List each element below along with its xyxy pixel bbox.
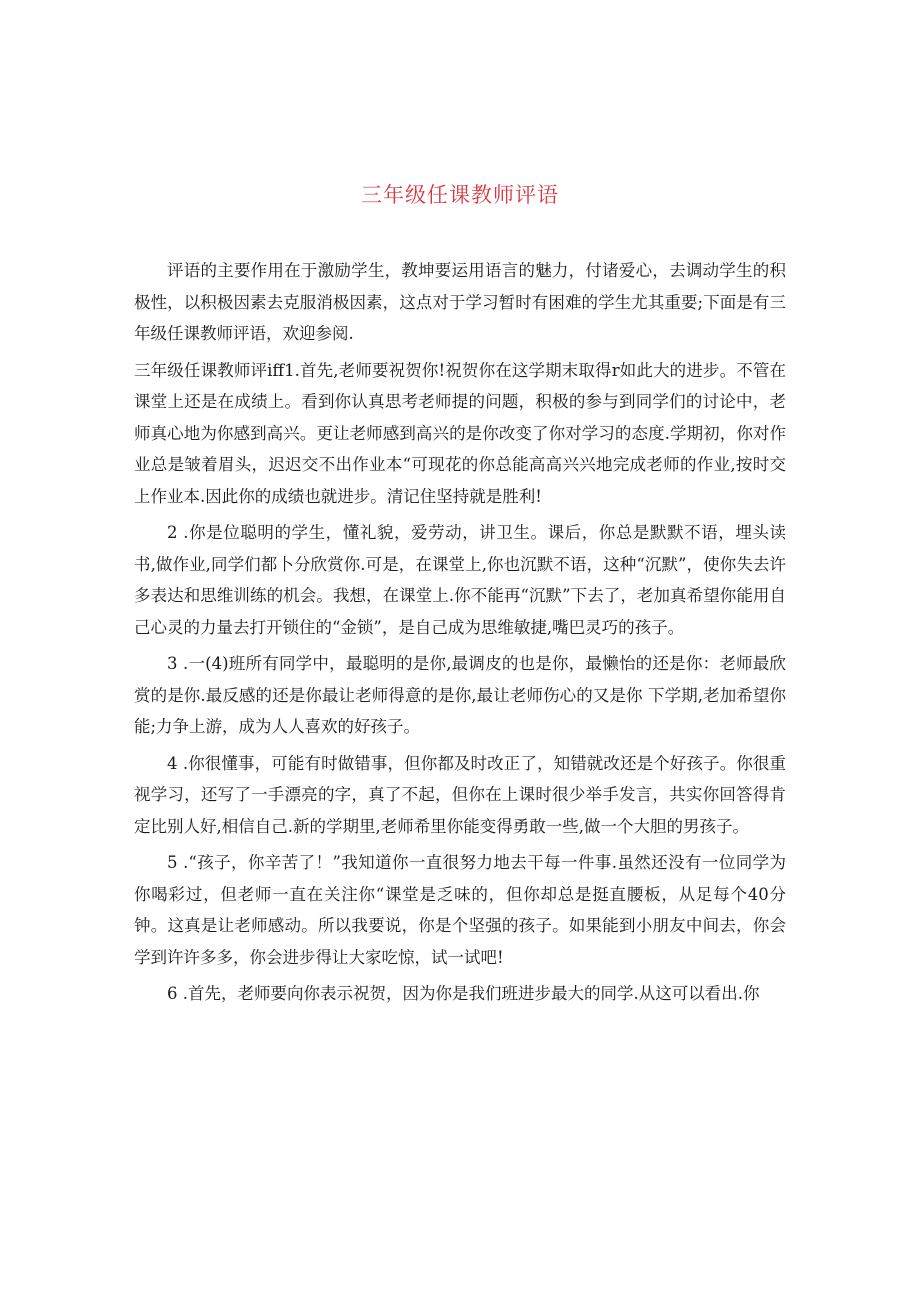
comment-paragraph-1: 三年级任课教师评iff1.首先,老师要祝贺你!祝贺你在这学期末取得r如此大的进步。不管在课堂上还是在成绩上。看到你认真思考老师提的问题，积极的参与到同学们的讨论中，老师真心地为你感到高兴。更让老师感到高兴的是你改变了你对学习的态度.学期初，你对作业总是皱着眉头，迟迟交不出作业本“可现花的你总能高高兴兴地完成老师的作业,按时交上作业本.因此你的成绩也就进步。清记住坚持就是胜利!	[134, 360, 786, 506]
comment-paragraph-4: 4 .你很懂事，可能有时做错事，但你都及时改正了，知错就改还是个好孩子。你很重视学习，还写了一手漂亮的字，真了不起，但你在上课时很少举手发言，共实你回答得肯定比别人好,相信自己.新的学期里,老师希里你能变得勇敢一些,做一个大胆的男孩子。	[134, 753, 786, 836]
document-title: 三年级任课教师评语	[361, 183, 559, 207]
comment-paragraph-2: 2 .你是位聪明的学生，懂礼貌，爱劳动，讲卫生。课后，你总是默默不语，埋头读书,做作业,同学们都卜分欣赏你.可是，在课堂上,你也沉默不语，这种“沉默”，使你失去许多表达和思维训练的机会。我想，在课堂上.你不能再“沉默”下去了，老加真希望你能用自己心灵的力量去打开锁住的“金锁”，是自己成为思维敏捷,嘴巴灵巧的孩子。	[134, 523, 786, 637]
comment-paragraph-6: 6 .首先，老师要向你表示祝贺，因为你是我们班进步最大的同学.从这可以看出.你	[167, 984, 760, 1003]
intro-paragraph: 评语的主要作用在于激励学生，教坤要运用语言的魅力，付诸爱心，去调动学生的积极性，以积极因素去克服消极因素，这点对于学习暂时有困难的学生尤其重要;下面是有三年级任课教师评语，欢迎参阅.	[134, 261, 786, 343]
comment-paragraph-5: 5 .“孩子，你辛苦了！”我知道你一直很努力地去干每一件事.虽然还没有一位同学为你喝彩过，但老师一直在关注你“课堂是乏味的，但你却总是挺直腰板，从足每个40分钟。这真是让老师感动。所以我要说，你是个坚强的孩子。如果能到小朋友中间去，你会学到许许多多，你会进步得让大家吃惊，试一试吧!	[134, 853, 786, 967]
comment-paragraph-3: 3 .一(4)班所有同学中，最聪明的是你,最调皮的也是你，最懒怡的还是你：老师最欣赏的是你.最反感的还是你最让老师得意的是你,最让老师伤心的又是你 下学期,老加希望你能;力争上游，成为人人喜欢的好孩子。	[134, 654, 786, 736]
document-body	[134, 255, 786, 1015]
